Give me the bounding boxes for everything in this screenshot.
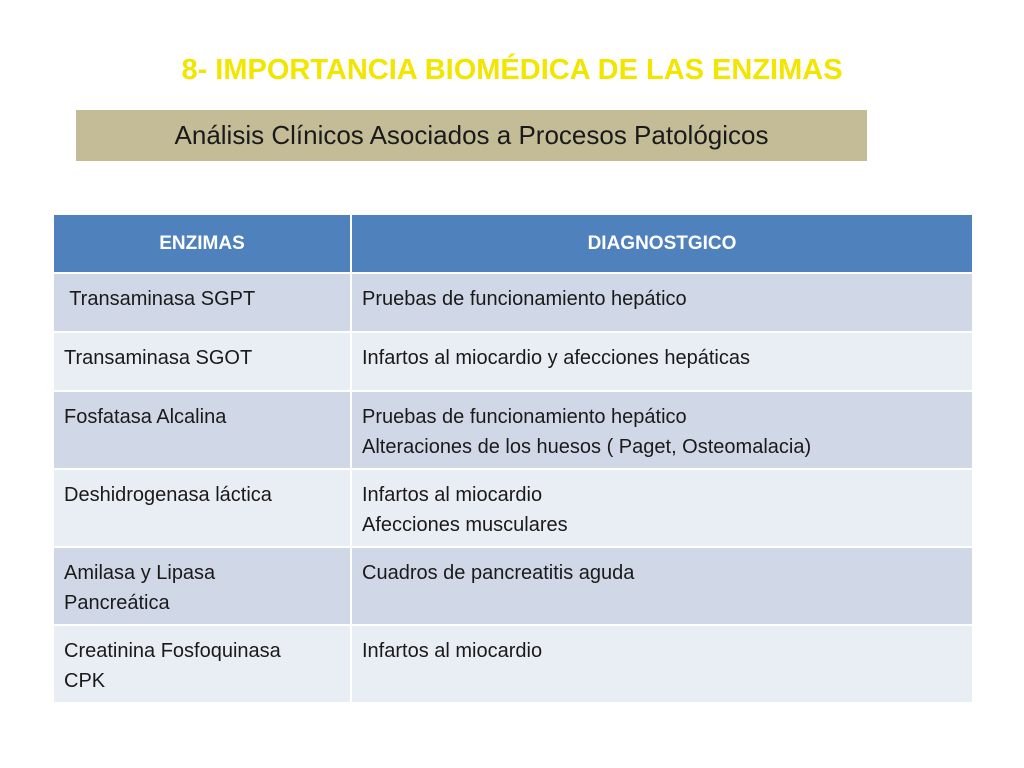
enzyme-cell	[53, 625, 351, 703]
enzyme-text: Transaminasa SGOT	[64, 347, 253, 369]
table-row	[53, 547, 973, 625]
enzyme-text: Pancreática	[64, 592, 170, 614]
enzyme-text: Amilasa y Lipasa	[64, 562, 216, 584]
enzyme-cell	[53, 273, 351, 332]
table-row	[53, 625, 973, 703]
enzyme-table-container	[52, 213, 972, 704]
table-header-row	[53, 214, 973, 273]
subtitle-text: Análisis Clínicos Asociados a Procesos Patológicos	[174, 120, 769, 150]
diagnosis-text: Pruebas de funcionamiento hepático	[362, 288, 687, 310]
diagnosis-cell	[351, 625, 973, 703]
diagnosis-text: Pruebas de funcionamiento hepático	[362, 406, 687, 428]
table-row	[53, 332, 973, 391]
diagnosis-cell	[351, 332, 973, 391]
enzyme-cell	[53, 332, 351, 391]
table-row	[53, 391, 973, 469]
table-row	[53, 469, 973, 547]
enzyme-text: Creatinina Fosfoquinasa	[64, 640, 281, 662]
enzyme-text: CPK	[64, 670, 106, 692]
diagnosis-text: Alteraciones de los huesos ( Paget, Osteomalacia)	[362, 436, 812, 458]
enzyme-cell	[53, 469, 351, 547]
enzyme-text: Deshidrogenasa láctica	[64, 484, 272, 506]
table-row	[53, 273, 973, 332]
slide-title: 8- IMPORTANCIA BIOMÉDICA DE LAS ENZIMAS	[181, 54, 843, 86]
diagnosis-cell	[351, 469, 973, 547]
diagnosis-text: Infartos al miocardio	[362, 640, 543, 662]
diagnosis-cell	[351, 391, 973, 469]
diagnosis-text: Cuadros de pancreatitis aguda	[362, 562, 635, 584]
diagnosis-text: Afecciones musculares	[362, 514, 568, 536]
diagnosis-text: Infartos al miocardio	[362, 484, 543, 506]
enzyme-table	[52, 213, 974, 704]
enzyme-text: Fosfatasa Alcalina	[64, 406, 227, 428]
diagnosis-text: Infartos al miocardio y afecciones hepáticas	[362, 347, 750, 369]
enzyme-text: Transaminasa SGPT	[64, 288, 256, 310]
diagnosis-cell	[351, 273, 973, 332]
header-diagnosis: DIAGNOSTGICO	[351, 214, 973, 273]
enzyme-cell	[53, 547, 351, 625]
header-enzymes: ENZIMAS	[53, 214, 351, 273]
enzyme-cell	[53, 391, 351, 469]
diagnosis-cell	[351, 547, 973, 625]
subtitle-banner	[76, 110, 867, 161]
